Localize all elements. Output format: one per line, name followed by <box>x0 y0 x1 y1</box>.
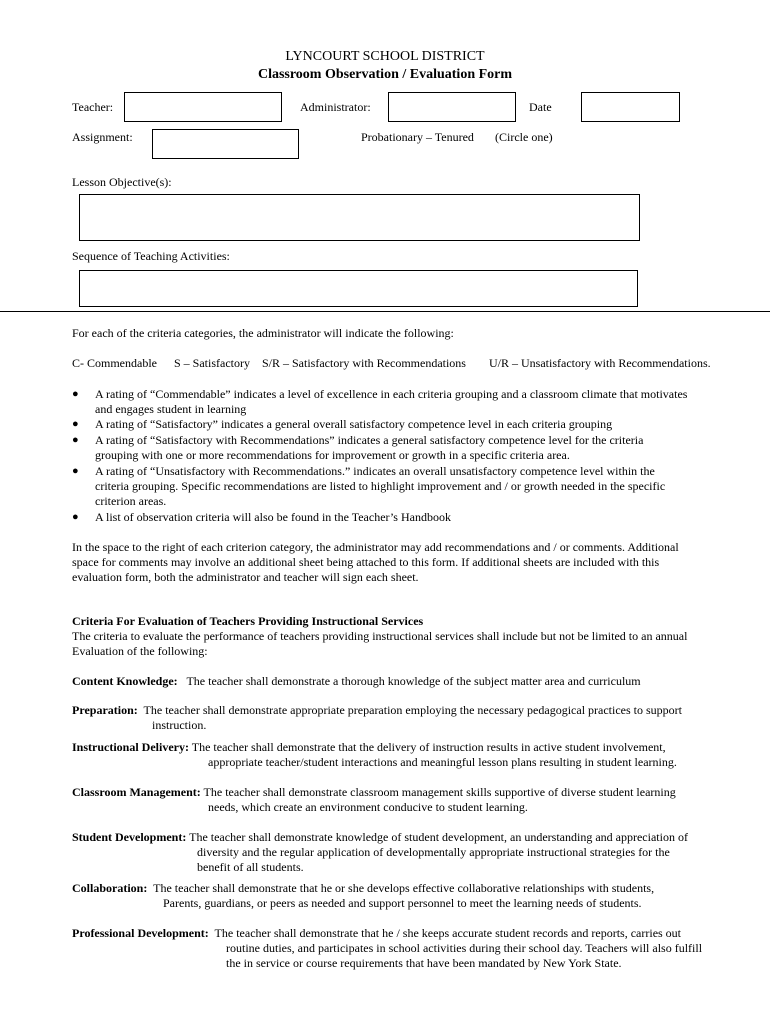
criterion-professional-development-cont-2: the in service or course requirements that have been mandated by New York State. <box>226 956 622 970</box>
bullet-dot: ● <box>72 418 79 430</box>
criterion-text: The teacher shall demonstrate that the delivery of instruction results in active student involvement, <box>188 740 666 754</box>
criteria-intro: For each of the criteria categories, the administrator will indicate the following: <box>72 326 454 340</box>
tenure-status-options[interactable]: Probationary – Tenured <box>361 130 474 144</box>
criterion-term: Student Development: <box>72 830 187 844</box>
criteria-intro-line-1: The criteria to evaluate the performance of teachers providing instructional services shall include but not be limited to an annual <box>72 629 688 643</box>
criterion-text: The teacher shall demonstrate a thorough knowledge of the subject matter area and curriculum <box>177 674 641 688</box>
bullet-dot: ● <box>72 465 79 477</box>
district-name: LYNCOURT SCHOOL DISTRICT <box>285 49 485 64</box>
criterion-term: Instructional Delivery: <box>72 740 189 754</box>
bullet-2-line-1: A rating of “Satisfactory” indicates a general overall satisfactory competence level in each criteria grouping <box>95 417 613 431</box>
criterion-content-knowledge <box>72 674 641 689</box>
criterion-student-development <box>72 830 688 845</box>
assignment-label: Assignment: <box>72 130 133 144</box>
criterion-collaboration <box>72 881 654 896</box>
criterion-professional-development <box>72 926 681 941</box>
form-title: Classroom Observation / Evaluation Form <box>257 67 513 82</box>
bullet-1-line-2: and engages student in learning <box>95 402 247 416</box>
criterion-collaboration-cont: Parents, guardians, or peers as needed and support personnel to meet the learning needs of students. <box>163 896 642 910</box>
assignment-field[interactable] <box>152 129 299 159</box>
criterion-term: Content Knowledge: <box>72 674 178 688</box>
comments-paragraph-line-3: evaluation form, both the administrator and teacher will sign each sheet. <box>72 570 419 584</box>
rating-unsatisfactory-recommendations: U/R – Unsatisfactory with Recommendations. <box>489 356 711 370</box>
bullet-dot: ● <box>72 434 79 446</box>
sequence-field[interactable] <box>79 270 638 307</box>
criterion-text: The teacher shall demonstrate knowledge of student development, an understanding and appreciation of <box>186 830 688 844</box>
criterion-instructional-delivery-cont: appropriate teacher/student interactions and meaningful lesson plans resulting in student learning. <box>208 755 677 769</box>
criterion-term: Preparation: <box>72 703 138 717</box>
circle-one-note: (Circle one) <box>495 130 553 144</box>
section-divider <box>0 311 770 312</box>
criterion-classroom-management-cont: needs, which create an environment conducive to student learning. <box>208 800 528 814</box>
criterion-preparation-cont: instruction. <box>152 718 207 732</box>
criterion-text: The teacher shall demonstrate that he / she keeps accurate student records and reports, carries out <box>208 926 682 940</box>
sequence-label: Sequence of Teaching Activities: <box>72 249 230 263</box>
criterion-student-development-cont-1: diversity and the regular application of developmentally appropriate instructional strategies for the <box>197 845 670 859</box>
criterion-preparation <box>72 703 682 718</box>
criterion-term: Collaboration: <box>72 881 148 895</box>
bullet-4-line-1: A rating of “Unsatisfactory with Recommendations.” indicates an overall unsatisfactory competence level within the <box>95 464 655 478</box>
lesson-objectives-label: Lesson Objective(s): <box>72 175 172 189</box>
criterion-student-development-cont-2: benefit of all students. <box>197 860 304 874</box>
criterion-professional-development-cont-1: routine duties, and participates in school activities during their school day. Teachers will also fulfill <box>226 941 703 955</box>
criterion-text: The teacher shall demonstrate appropriate preparation employing the necessary pedagogical practices to support <box>137 703 683 717</box>
bullet-dot: ● <box>72 511 79 523</box>
bullet-dot: ● <box>72 388 79 400</box>
bullet-4-line-3: criterion areas. <box>95 494 167 508</box>
bullet-3-line-1: A rating of “Satisfactory with Recommendations” indicates a general satisfactory competence level for the criteria <box>95 433 644 447</box>
criterion-instructional-delivery <box>72 740 666 755</box>
date-field[interactable] <box>581 92 680 122</box>
rating-commendable: C- Commendable <box>72 356 157 370</box>
date-label: Date <box>529 100 552 114</box>
bullet-4-line-2: criteria grouping. Specific recommendations are listed to highlight improvement and / or growth needed in the specific <box>95 479 666 493</box>
comments-paragraph-line-1: In the space to the right of each criterion category, the administrator may add recommendations and / or comments. Additional <box>72 540 679 554</box>
bullet-5-line-1: A list of observation criteria will also be found in the Teacher’s Handbook <box>95 510 451 524</box>
administrator-label: Administrator: <box>300 100 371 114</box>
rating-satisfactory-recommendations: S/R – Satisfactory with Recommendations <box>262 356 466 370</box>
rating-satisfactory: S – Satisfactory <box>174 356 250 370</box>
criterion-text: The teacher shall demonstrate classroom management skills supportive of diverse student learning <box>200 785 676 799</box>
criterion-text: The teacher shall demonstrate that he or she develops effective collaborative relationships with students, <box>147 881 655 895</box>
criterion-term: Professional Development: <box>72 926 209 940</box>
lesson-objectives-field[interactable] <box>79 194 640 241</box>
criterion-classroom-management <box>72 785 676 800</box>
teacher-label: Teacher: <box>72 100 114 114</box>
criteria-intro-line-2: Evaluation of the following: <box>72 644 208 658</box>
bullet-1-line-1: A rating of “Commendable” indicates a level of excellence in each criteria grouping and a classroom climate that motivates <box>95 387 688 401</box>
administrator-field[interactable] <box>388 92 516 122</box>
teacher-field[interactable] <box>124 92 282 122</box>
comments-paragraph-line-2: space for comments may involve an additional sheet being attached to this form. If additional sheets are included with this <box>72 555 660 569</box>
bullet-3-line-2: grouping with one or more recommendations for improvement or growth in a specific criteria area. <box>95 448 570 462</box>
criteria-heading: Criteria For Evaluation of Teachers Providing Instructional Services <box>72 614 424 628</box>
criterion-term: Classroom Management: <box>72 785 201 799</box>
